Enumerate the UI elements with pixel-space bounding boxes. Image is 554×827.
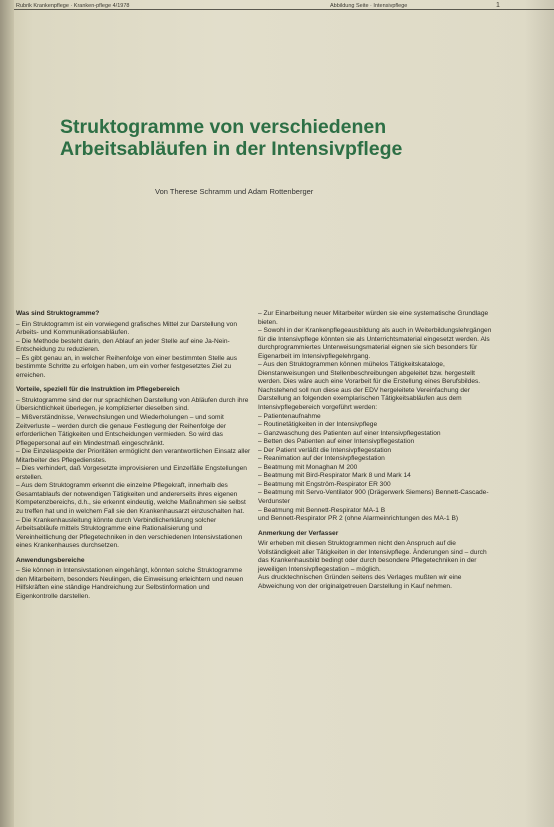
paragraph: – Beatmung mit Engström-Respirator ER 300 — [258, 480, 391, 488]
header-rule — [14, 9, 554, 10]
paragraph: – Reanimation auf der Intensivpflegestation — [258, 455, 385, 463]
paragraph: – Die Krankenhausleitung könnte durch Verbindlicherklärung solcher Arbeitsabläufe mittels Struktogramme eine Rationalisierung und Vereinheitlichung der Pflegetechniken in den verschiedenen Intensivstationen eines Krankenhauses durchsetzen. — [16, 516, 243, 550]
paragraph: Nachstehend soll nun diese aus der EDV hergeleitete Vereinfachung der Darstellung an folgenden exemplarischen Tätigkeitsabläufen aus dem Intensivpflegebereich vorgeführt werden: — [258, 386, 470, 412]
paragraph: – Patientenaufnahme — [258, 412, 321, 420]
paragraph: – Aus dem Struktogramm erkennt die einzelne Pflegekraft, innerhalb des Gesamtablaufs der notwendigen Tätigkeiten und andererseits ihres eigenen Kompetenzbereichs, d.h., sie erkennt eindeutig, welche Maßnahmen sie selbst zu treffen hat und in welchem Fall sie den Krankenhausarzt einzuschalten hat. — [16, 482, 246, 516]
paragraph: – Beatmung mit Servo-Ventilator 900 (Drägerwerk Siemens) Bennett-Cascade-Verdunster — [258, 489, 489, 506]
paragraph: – Sowohl in der Krankenpflegeausbildung als auch in Weiterbildungslehrgängen für die Intensivpflege könnten sie als Unterrichtsmaterial eingesetzt werden. Als durchprogrammiertes Unterweisungsmaterial eignen sie sich besonders für Eigenarbeit im Intensivpflegelehrgang. — [258, 327, 492, 360]
paragraph: – Aus den Struktogrammen können mühelos Tätigkeitskataloge, Dienstanweisungen und Stellenbeschreibungen abgeleitet bzw. hergestellt werden. Dies wäre auch eine Vorarbeit für die Erstellung eines Berufsbildes. — [258, 361, 481, 386]
page-edge-shadow — [524, 0, 554, 827]
article-authors: Von Therese Schramm und Adam Rottenberger — [155, 187, 314, 196]
text-column-right — [258, 310, 496, 592]
paragraph: – Ganzwaschung des Patienten auf einer Intensivpflegestation — [258, 429, 441, 437]
header-right: Abbildung Seite · Intensivpflege — [330, 3, 408, 9]
paragraph: – Es gibt genau an, in welcher Reihenfolge von einer bestimmten Stelle aus bestimmte Schritte zu erfolgen haben, um ein vorher festgesetztes Ziel zu erreichen. — [16, 354, 238, 379]
section-heading: Was sind Struktogramme? — [16, 310, 100, 317]
paragraph: – Struktogramme sind der nur sprachlichen Darstellung von Abläufen durch ihre Übersichtlichkeit überlegen, je komplizierter dieselben sind. — [16, 396, 249, 413]
paragraph: – Sie können in Intensivstationen eingehängt, könnten solche Struktogramme den Mitarbeitern, besonders Neulingen, die Einweisung erleichtern und neuen Hilfskräften eine ständige Handreichung zur Selbstinformation und Eigenkontrolle darstellen. — [16, 567, 244, 600]
running-header — [0, 0, 554, 14]
text-column-left — [16, 310, 252, 602]
paragraph: – Beatmung mit Monaghan M 200 — [258, 463, 358, 471]
paragraph: – Der Patient verläßt die Intensivpflegestation — [258, 446, 392, 454]
paragraph: – Beatmung mit Bird-Respirator Mark 8 und Mark 14 — [258, 472, 411, 480]
header-left: Rubrik Krankenpflege · Kranken-pflege 4/1978 — [16, 3, 130, 9]
paragraph: – Routinetätigkeiten in der Intensivpflege — [258, 421, 378, 429]
paragraph: – Betten des Patienten auf einer Intensivpflegestation — [258, 438, 415, 446]
paragraph: – Die Einzelaspekte der Prioritäten ermöglicht den verantwortlichen Einsatz aller Mitarbeiter des Pflegedienstes. — [16, 448, 251, 464]
paragraph: – Beatmung mit Bennett-Respirator MA-1 B — [258, 506, 386, 514]
article-title: Struktogramme von verschiedenen Arbeitsabläufen in der Intensivpflege — [60, 116, 403, 160]
paragraph: – Ein Struktogramm ist ein vorwiegend grafisches Mittel zur Darstellung von Arbeits- und Kommunikationsabläufen. — [16, 320, 237, 337]
paragraph: Aus drucktechnischen Gründen seitens des Verlages mußten wir eine Abweichung von der originalgetreuen Darstellung in Kauf nehmen. — [258, 574, 462, 590]
paragraph: und Bennett-Respirator PR 2 (ohne Alarmeinrichtungen des MA-1 B) — [258, 515, 459, 523]
paragraph: – Dies verhindert, daß Vorgesetzte improvisieren und Einzelfälle Engstellungen erstellen. — [16, 465, 247, 481]
binding-spine — [0, 0, 14, 827]
paragraph: Wir erheben mit diesen Struktogrammen nicht den Anspruch auf die Vollständigkeit aller Tätigkeiten in der Intensivpflege. Änderungen sind – durch das Krankenhausbild bedingt oder durch besondere Pflegetechniken in der jeweiligen Intensivpflegestation – möglich. — [258, 540, 487, 573]
section-heading: Anmerkung der Verfasser — [258, 529, 339, 537]
paragraph: – Die Methode besteht darin, den Ablauf an jeder Stelle auf eine Ja-Nein-Entscheidung zu reduzieren. — [16, 337, 230, 354]
page-number: 1 — [496, 2, 500, 9]
section-heading: Anwendungsbereiche — [16, 556, 85, 564]
section-heading: Vorteile, speziell für die Instruktion im Pflegebereich — [16, 386, 180, 394]
paragraph: – Zur Einarbeitung neuer Mitarbeiter würden sie eine systematische Grundlage bieten. — [258, 310, 489, 326]
paragraph: – Mißverständnisse, Verwechslungen und Wiederholungen – und somit Zeitverluste – werden durch die genaue Festlegung der Reihenfolge der erforderlichen Tätigkeiten und Entscheidungen vermieden. So wird das Pflegepersonal auf ein Mindestmaß eingeschränkt. — [16, 414, 227, 447]
